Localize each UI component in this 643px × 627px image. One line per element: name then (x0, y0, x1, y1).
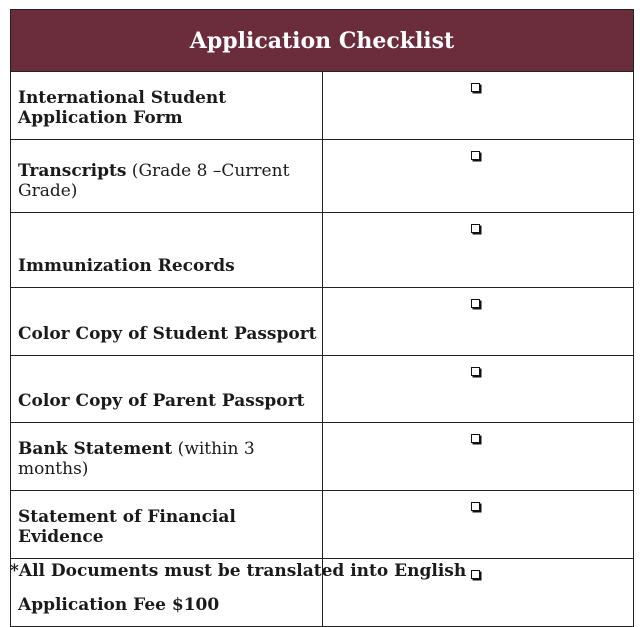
checklist-item-note: (Grade 8 –Current Grade) (18, 161, 290, 201)
checkbox-icon[interactable] (471, 151, 480, 160)
checklist-item (11, 140, 323, 213)
checklist-item (11, 491, 323, 559)
checkbox-cell (322, 140, 634, 213)
checklist-item-label: Immunization Records (18, 256, 235, 276)
checklist-item-label: Application Fee $100 (18, 595, 220, 615)
checklist-item-label: International Student Application Form (18, 88, 227, 128)
checkbox-cell (322, 72, 634, 140)
table-row (11, 491, 634, 559)
checklist-item-label: Bank Statement (18, 439, 173, 459)
checklist-item-label: Transcripts (18, 161, 127, 181)
checklist-title: Application Checklist (11, 10, 634, 72)
checkbox-icon[interactable] (471, 299, 480, 308)
table-row (11, 356, 634, 423)
checklist-item (11, 356, 323, 423)
checklist-item (11, 213, 323, 288)
checkbox-cell (322, 288, 634, 356)
checkbox-cell (322, 491, 634, 559)
checkbox-cell (322, 423, 634, 491)
checkbox-icon[interactable] (471, 83, 480, 92)
table-row (11, 213, 634, 288)
checklist-item-label: Color Copy of Parent Passport (18, 391, 305, 411)
checklist-item (11, 288, 323, 356)
checkbox-icon[interactable] (471, 502, 480, 511)
checklist-item-label: Statement of Financial Evidence (18, 507, 236, 547)
checkbox-icon[interactable] (471, 434, 480, 443)
translation-footnote: *All Documents must be translated into English (10, 561, 467, 581)
checkbox-icon[interactable] (471, 570, 480, 579)
checklist-item-note: (within 3 months) (18, 439, 255, 479)
checkbox-icon[interactable] (471, 367, 480, 376)
checklist-item (11, 423, 323, 491)
checklist-item (11, 72, 323, 140)
application-checklist-table (10, 9, 634, 627)
checklist-item-label: Color Copy of Student Passport (18, 324, 317, 344)
table-row (11, 140, 634, 213)
table-row (11, 423, 634, 491)
checkbox-cell (322, 213, 634, 288)
table-row (11, 288, 634, 356)
checkbox-cell (322, 356, 634, 423)
checkbox-icon[interactable] (471, 224, 480, 233)
table-row (11, 72, 634, 140)
